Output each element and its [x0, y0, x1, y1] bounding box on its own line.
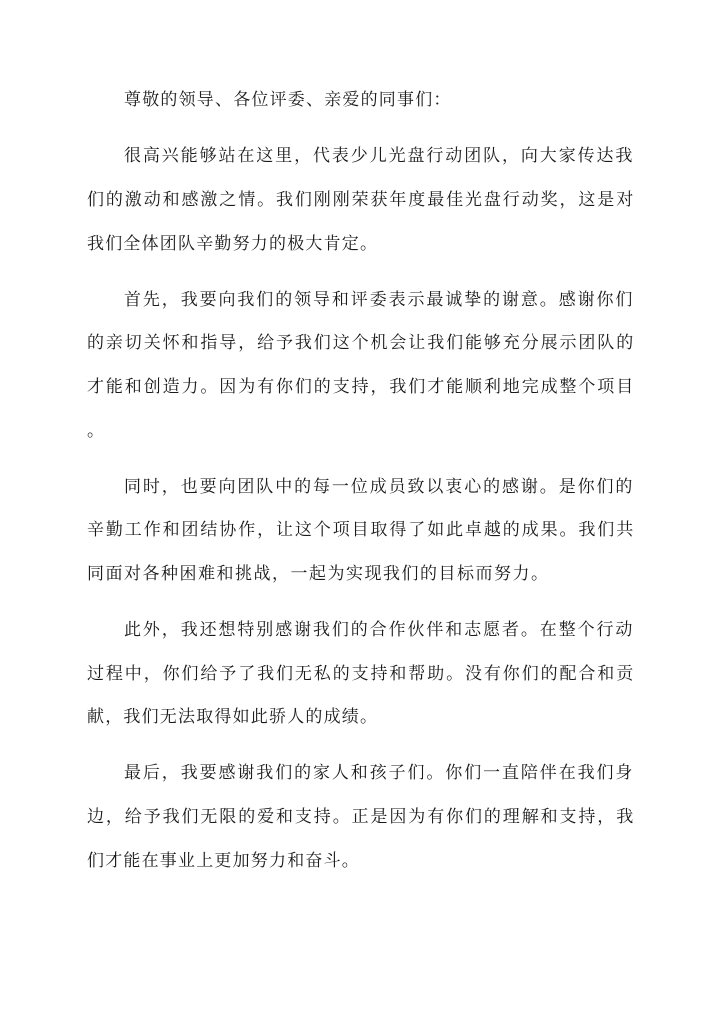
paragraph-4-line-1: 此外，我还想特别感谢我们的合作伙伴和志愿者。在整个行动 — [124, 620, 635, 640]
paragraph-1-line-3: 我们全体团队辛勤努力的极大肯定。 — [87, 234, 379, 254]
paragraph-3-line-3: 同面对各种困难和挑战，一起为实现我们的目标而努力。 — [87, 564, 550, 584]
greeting-line: 尊敬的领导、各位评委、亲爱的同事们： — [124, 90, 452, 110]
paragraph-2-line-2: 的亲切关怀和指导，给予我们这个机会让我们能够充分展示团队的 — [87, 333, 636, 353]
paragraph-1-line-2: 们的激动和感激之情。我们刚刚荣获年度最佳光盘行动奖，这是对 — [87, 190, 636, 210]
paragraph-2-line-1: 首先，我要向我们的领导和评委表示最诚挚的谢意。感谢你们 — [124, 290, 635, 310]
paragraph-2-line-4: 。 — [87, 421, 104, 441]
paragraph-5-line-3: 们才能在事业上更加努力和奋斗。 — [87, 851, 360, 871]
paragraph-4-line-2: 过程中，你们给予了我们无私的支持和帮助。没有你们的配合和贡 — [87, 664, 636, 684]
paragraph-3-line-1: 同时，也要向团队中的每一位成员致以衷心的感谢。是你们的 — [124, 477, 635, 497]
paragraph-2-line-3: 才能和创造力。因为有你们的支持，我们才能顺利地完成整个项目 — [87, 377, 636, 397]
paragraph-5-line-2: 边，给予我们无限的爱和支持。正是因为有你们的理解和支持，我 — [87, 807, 636, 827]
paragraph-5-line-1: 最后，我要感谢我们的家人和孩子们。你们一直陪伴在我们身 — [124, 763, 635, 783]
paragraph-1-line-1: 很高兴能够站在这里，代表少儿光盘行动团队，向大家传达我 — [124, 146, 635, 166]
paragraph-3-line-2: 辛勤工作和团结协作，让这个项目取得了如此卓越的成果。我们共 — [87, 520, 636, 540]
paragraph-4-line-3: 献，我们无法取得如此骄人的成绩。 — [87, 707, 379, 727]
